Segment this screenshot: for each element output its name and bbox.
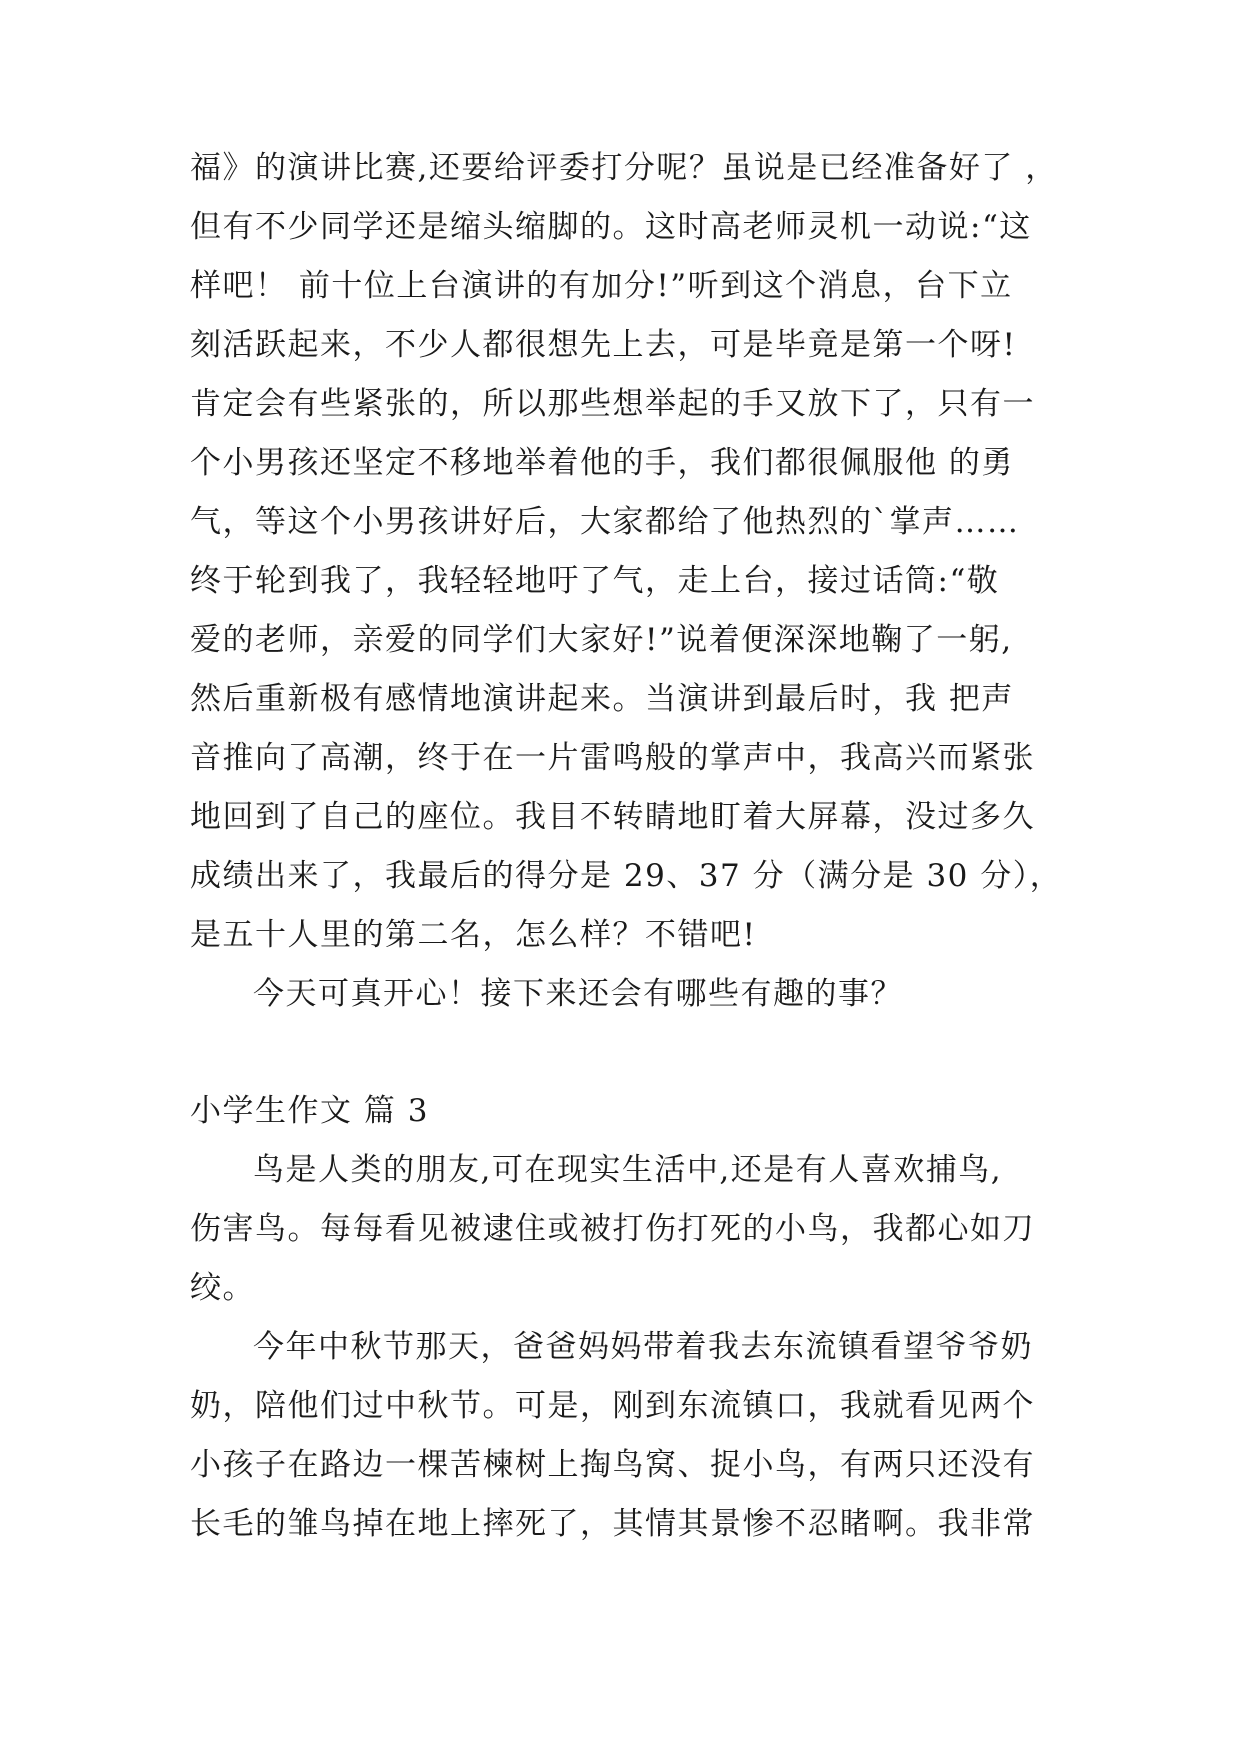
text-line: 爱的老师，亲爱的同学们大家好!”说着便深深地鞠了一躬, (190, 622, 1013, 658)
text-line: 气，等这个小男孩讲好后，大家都给了他热烈的`掌声…… (190, 504, 1020, 540)
text-line: 长毛的雏鸟掉在地上摔死了，其情其景惨不忍睹啊。我非常 (190, 1506, 1035, 1542)
text-line: 小孩子在路边一棵苦楝树上掏鸟窝、捉小鸟，有两只还没有 (190, 1447, 1035, 1483)
text-line: 终于轮到我了，我轻轻地吁了气，走上台，接过话筒:“敬 (190, 563, 1000, 599)
text-line: 奶，陪他们过中秋节。可是，刚到东流镇口，我就看见两个 (190, 1388, 1035, 1424)
text-line: 音推向了高潮，终于在一片雷鸣般的掌声中，我高兴而紧张 (190, 740, 1035, 776)
text-line: 今年中秋节那天，爸爸妈妈带着我去东流镇看望爷爷奶 (253, 1329, 1033, 1365)
text-line: 但有不少同学还是缩头缩脚的。这时高老师灵机一动说:“这 (190, 209, 1032, 245)
text-line: 个小男孩还坚定不移地举着他的手，我们都很佩服他 的勇 (190, 445, 1014, 481)
text-line: 成绩出来了，我最后的得分是 29、37 分（满分是 30 分）， (190, 858, 1063, 894)
text-line: 刻活跃起来，不少人都很想先上去，可是毕竟是第一个呀! (190, 327, 1017, 363)
text-line: 福》的演讲比赛,还要给评委打分呢？虽说是已经准备好了 ， (190, 150, 1058, 186)
text-line: 伤害鸟。每每看见被逮住或被打伤打死的小鸟，我都心如刀 (190, 1211, 1035, 1247)
text-line: 肯定会有些紧张的，所以那些想举起的手又放下了，只有一 (190, 386, 1035, 422)
text-line: 是五十人里的第二名，怎么样？不错吧! (190, 917, 757, 953)
text-line: 然后重新极有感情地演讲起来。当演讲到最后时，我 把声 (190, 681, 1014, 717)
section-title: 小学生作文 篇 3 (190, 1093, 429, 1129)
text-line: 样吧！ 前十位上台演讲的有加分!”听到这个消息，台下立 (190, 268, 1013, 304)
closing-paragraph: 今天可真开心！接下来还会有哪些有趣的事？ (253, 976, 903, 1012)
text-line: 绞。 (190, 1270, 255, 1306)
text-line: 地回到了自己的座位。我目不转睛地盯着大屏幕，没过多久 (190, 799, 1035, 835)
text-line: 鸟是人类的朋友,可在现实生活中,还是有人喜欢捕鸟, (253, 1152, 1003, 1188)
